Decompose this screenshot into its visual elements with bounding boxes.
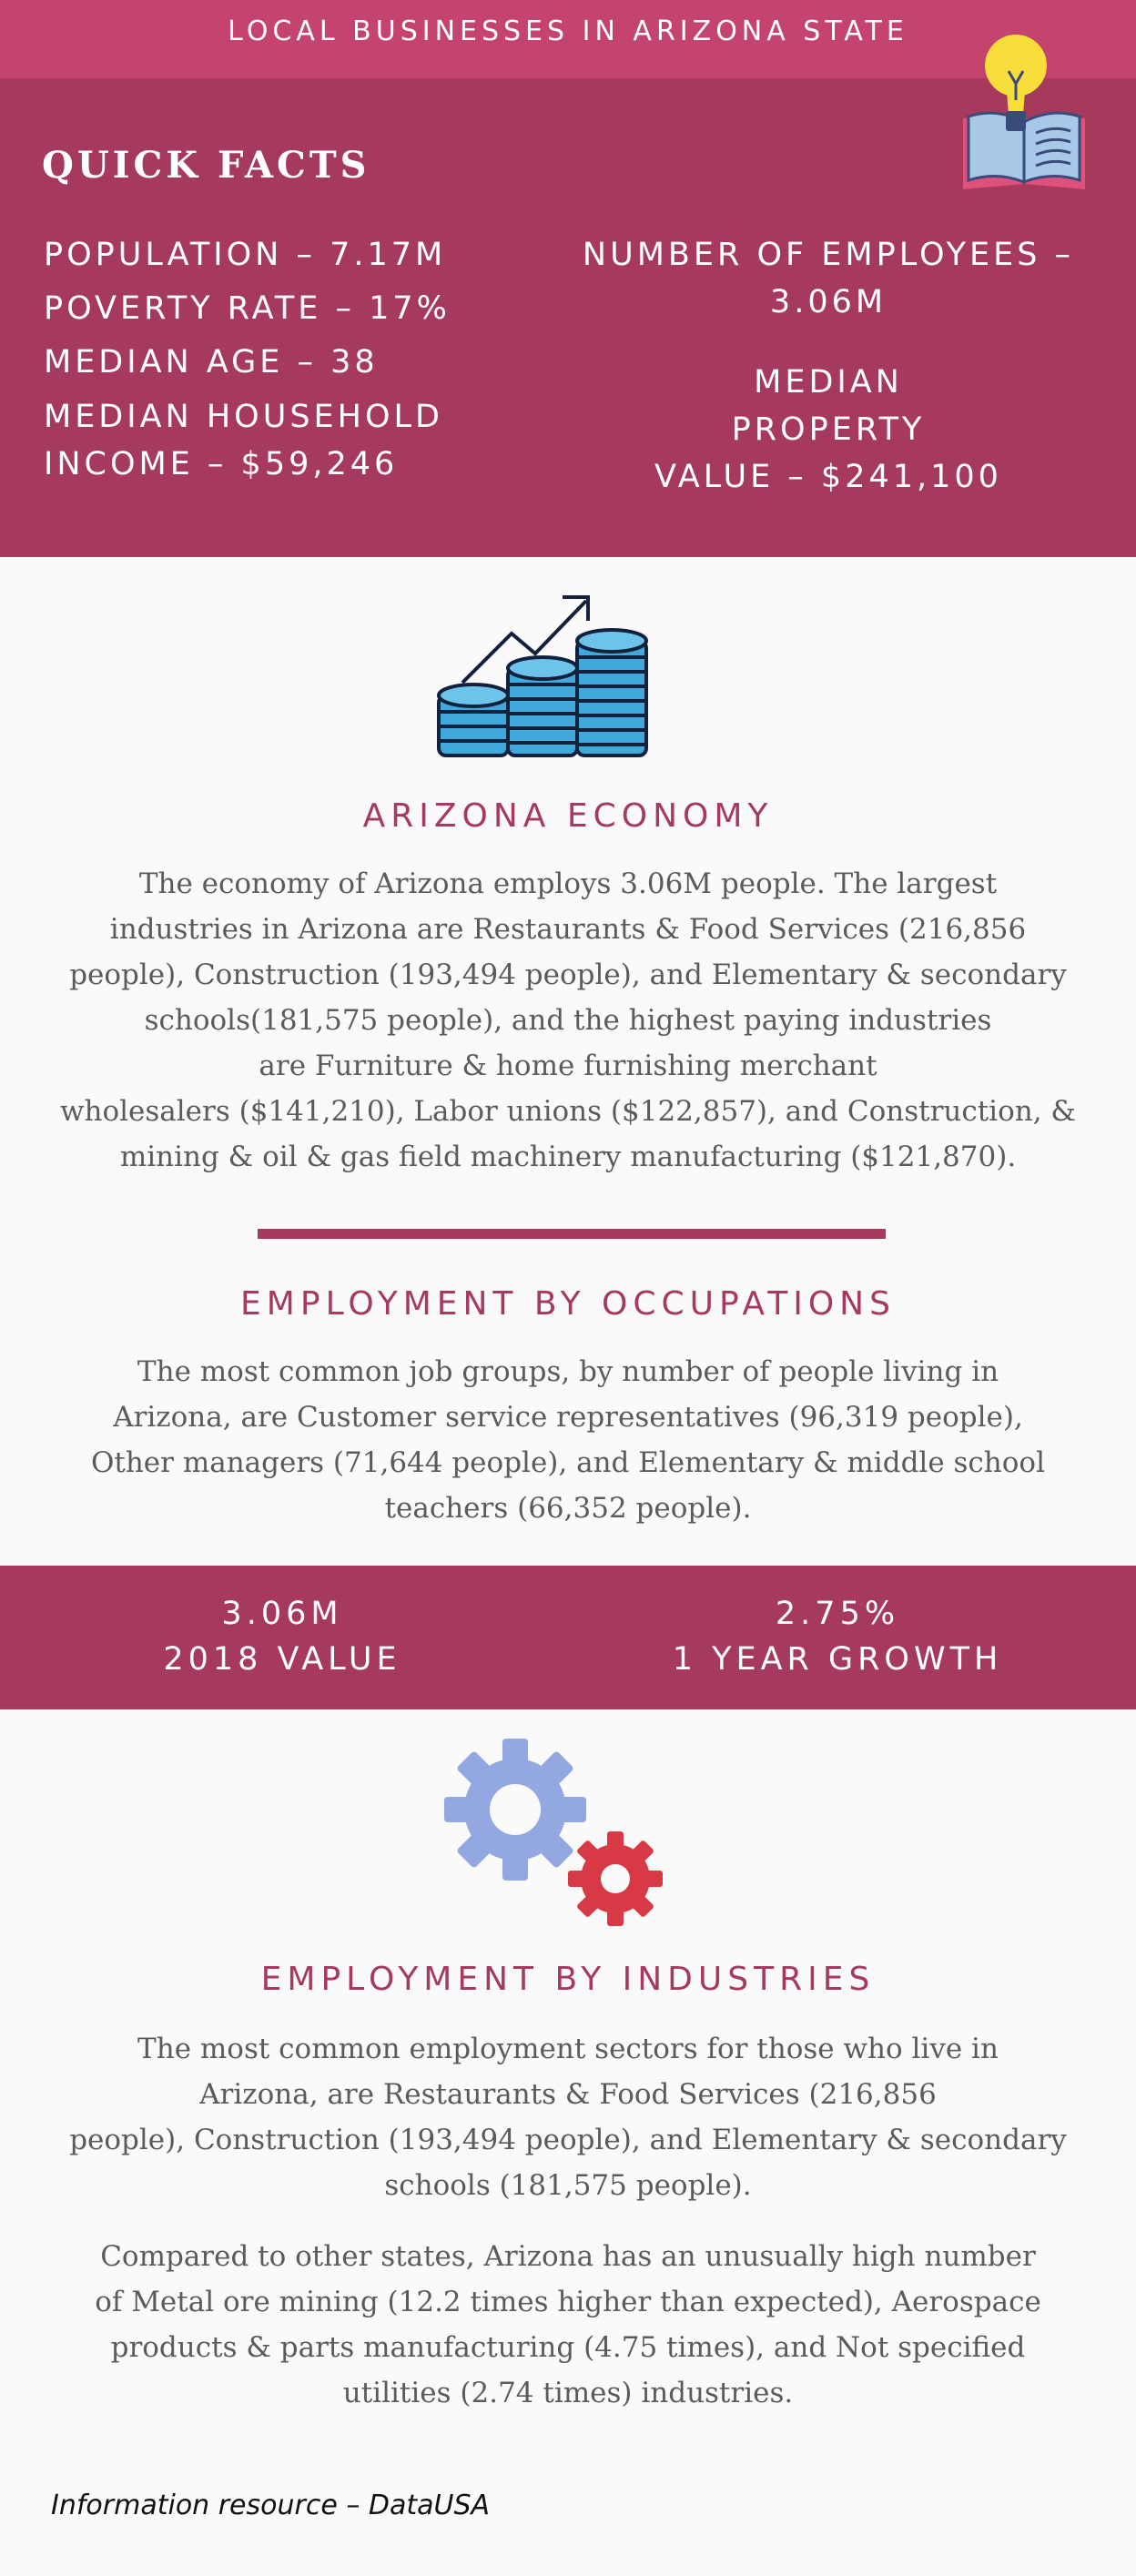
economy-line: are Furniture & home furnishing merchant (259, 1050, 877, 1082)
industries-line: products & parts manufacturing (4.75 times), and Not specified (110, 2331, 1026, 2364)
stat-value-label: 2018 VALUE (163, 1641, 401, 1678)
industries-heading: EMPLOYMENT BY INDUSTRIES (260, 1961, 876, 1998)
fact-household-income-line2: INCOME – $59,246 (44, 446, 399, 482)
economy-heading: ARIZONA ECONOMY (362, 797, 774, 835)
coins-growth-icon (435, 584, 654, 766)
industries-line: The most common employment sectors for those who live in (137, 2033, 999, 2065)
source-credit: Information resource – DataUSA (51, 2490, 491, 2521)
book-lightbulb-icon (956, 27, 1092, 200)
economy-line: The economy of Arizona employs 3.06M people. The largest (138, 867, 998, 900)
fact-property-line2: PROPERTY (731, 411, 926, 448)
economy-paragraph (27, 861, 1109, 1180)
economy-line: industries in Arizona are Restaurants & Food Services (216,856 (109, 913, 1027, 946)
fact-property-line3: VALUE – $241,100 (654, 459, 1002, 495)
fact-median-age: MEDIAN AGE – 38 (44, 344, 379, 380)
economy-line: mining & oil & gas field machinery manufacturing ($121,870). (119, 1141, 1017, 1173)
stat-value: 3.06M (221, 1596, 343, 1632)
gears-icon (441, 1739, 668, 1930)
industries-line: of Metal ore mining (12.2 times higher than expected), Aerospace (95, 2286, 1041, 2318)
economy-line: schools(181,575 people), and the highest paying industries (144, 1004, 992, 1037)
economy-line: wholesalers ($141,210), Labor unions ($122,857), and Construction, & (59, 1095, 1077, 1128)
stat-value-block (91, 1591, 473, 1682)
page-title: LOCAL BUSINESSES IN ARIZONA STATE (0, 0, 1136, 78)
industries-line: utilities (2.74 times) industries. (342, 2377, 794, 2409)
occupations-line: Arizona, are Customer service representatives (96,319 people), (113, 1401, 1023, 1434)
occupations-paragraph (27, 1349, 1109, 1531)
fact-employees-line1: NUMBER OF EMPLOYEES – (582, 237, 1075, 273)
occupations-line: teachers (66,352 people). (384, 1492, 752, 1525)
fact-household-income-line1: MEDIAN HOUSEHOLD (44, 399, 443, 435)
fact-population: POPULATION – 7.17M (44, 237, 447, 273)
industries-paragraph-1 (27, 2026, 1109, 2208)
quick-facts-title: QUICK FACTS (42, 144, 370, 187)
industries-line: people), Construction (193,494 people), and Elementary & secondary (69, 2124, 1067, 2156)
industries-line: Compared to other states, Arizona has an unusually high number (100, 2240, 1036, 2273)
fact-property-line1: MEDIAN (754, 364, 903, 401)
occupations-heading: EMPLOYMENT BY OCCUPATIONS (240, 1285, 896, 1323)
stat-growth-block (637, 1591, 1038, 1682)
industries-line: Arizona, are Restaurants & Food Services (216,856 (199, 2078, 937, 2111)
fact-poverty-rate: POVERTY RATE – 17% (44, 290, 451, 327)
economy-line: people), Construction (193,494 people), and Elementary & secondary (69, 958, 1067, 991)
section-divider (258, 1229, 886, 1239)
occupations-line: Other managers (71,644 people), and Elementary & middle school (90, 1446, 1046, 1479)
stats-band (0, 1566, 1136, 1709)
stat-growth-label: 1 YEAR GROWTH (672, 1641, 1003, 1678)
stat-growth: 2.75% (775, 1596, 900, 1632)
industries-line: schools (181,575 people). (384, 2169, 752, 2202)
fact-employees-line2: 3.06M (769, 284, 888, 320)
occupations-line: The most common job groups, by number of people living in (137, 1355, 999, 1388)
industries-paragraph-2 (27, 2234, 1109, 2416)
